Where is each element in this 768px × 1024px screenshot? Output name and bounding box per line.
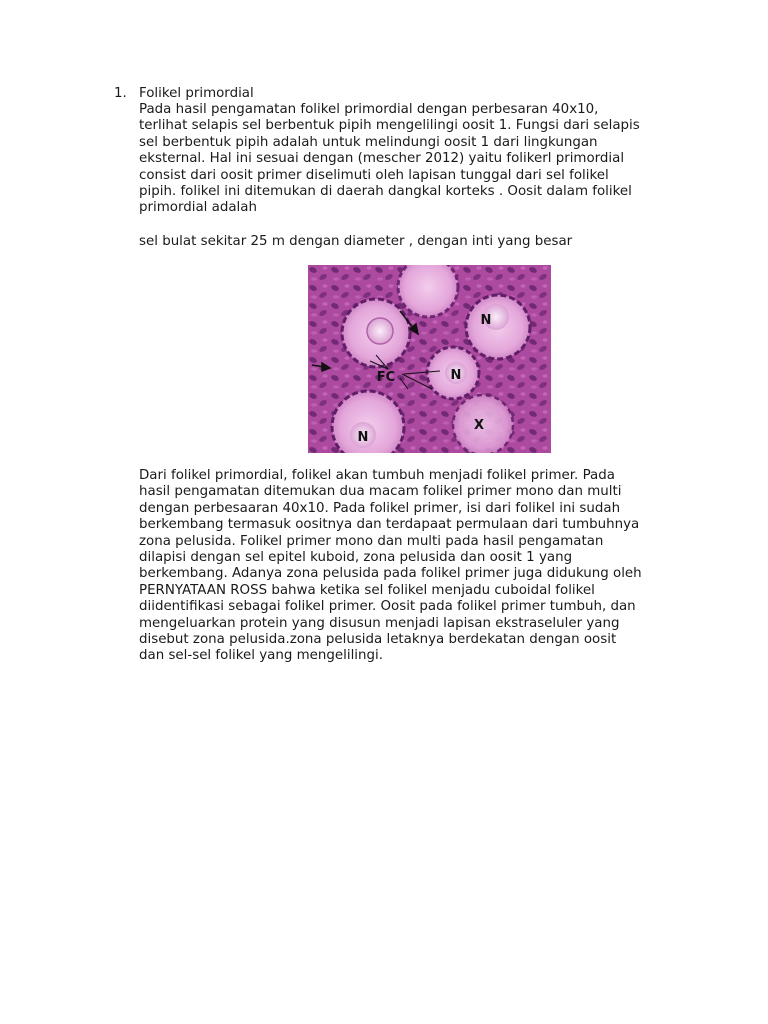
label-n-bottom-left: N <box>357 430 369 445</box>
micrograph-svg <box>308 265 551 453</box>
label-n-top-right: N <box>480 313 492 328</box>
paragraph-primary-follicle: Dari folikel primordial, folikel akan tumbuh menjadi folikel primer. Pada hasil pengamatan ditemukan dua macam folikel primer mono dan multi dengan perbesaaran 40x10. Pada folikel primer, isi dari folikel ini sudah berkembang termasuk oositnya dan terdapaat permulaan dari tumbuhnya zona pelusida. Folikel primer mono dan multi pada hasil pengamatan dilapisi dengan sel epitel kuboid, zona pelusida dan oosit 1 yang berkembang. Adanya zona pelusida pada folikel primer juga didukung oleh PERNYATAAN ROSS bahwa ketika sel folikel menjadu cuboidal folikel diidentifikasi sebagai folikel primer. Oosit pada folikel primer tumbuh, dan mengeluarkan protein yang disusun menjadi lapisan ekstraseluler yang disebut zona pelusida.zona pelusida letaknya berdekatan dengan oosit dan sel-sel folikel yang mengelilingi. <box>139 468 642 664</box>
list-item-title: Folikel primordial <box>139 86 254 101</box>
label-x: X <box>473 418 485 433</box>
histology-micrograph <box>308 265 551 453</box>
label-n-center: N <box>450 368 462 383</box>
follicle-left <box>342 299 410 367</box>
paragraph-oocyte-size: sel bulat sekitar 25 m dengan diameter , dengan inti yang besar <box>139 234 573 249</box>
list-number: 1. <box>114 86 127 101</box>
paragraph-primordial-description: Pada hasil pengamatan folikel primordial dengan perbesaran 40x10, terlihat selapis sel berbentuk pipih mengelilingi oosit 1. Fungsi dari selapis sel berbentuk pipih adalah untuk melindungi oosit 1 dari lingkungan eksternal. Hal ini sesuai dengan (mescher 2012) yaitu folikerl primordial consist dari oosit primer diselimuti oleh lapisan tunggal dari sel folikel pipih. folikel ini ditemukan di daerah dangkal korteks . Oosit dalam folikel primordial adalah <box>139 102 640 216</box>
follicle-right-top <box>466 295 530 359</box>
label-fc: FC <box>376 370 396 385</box>
